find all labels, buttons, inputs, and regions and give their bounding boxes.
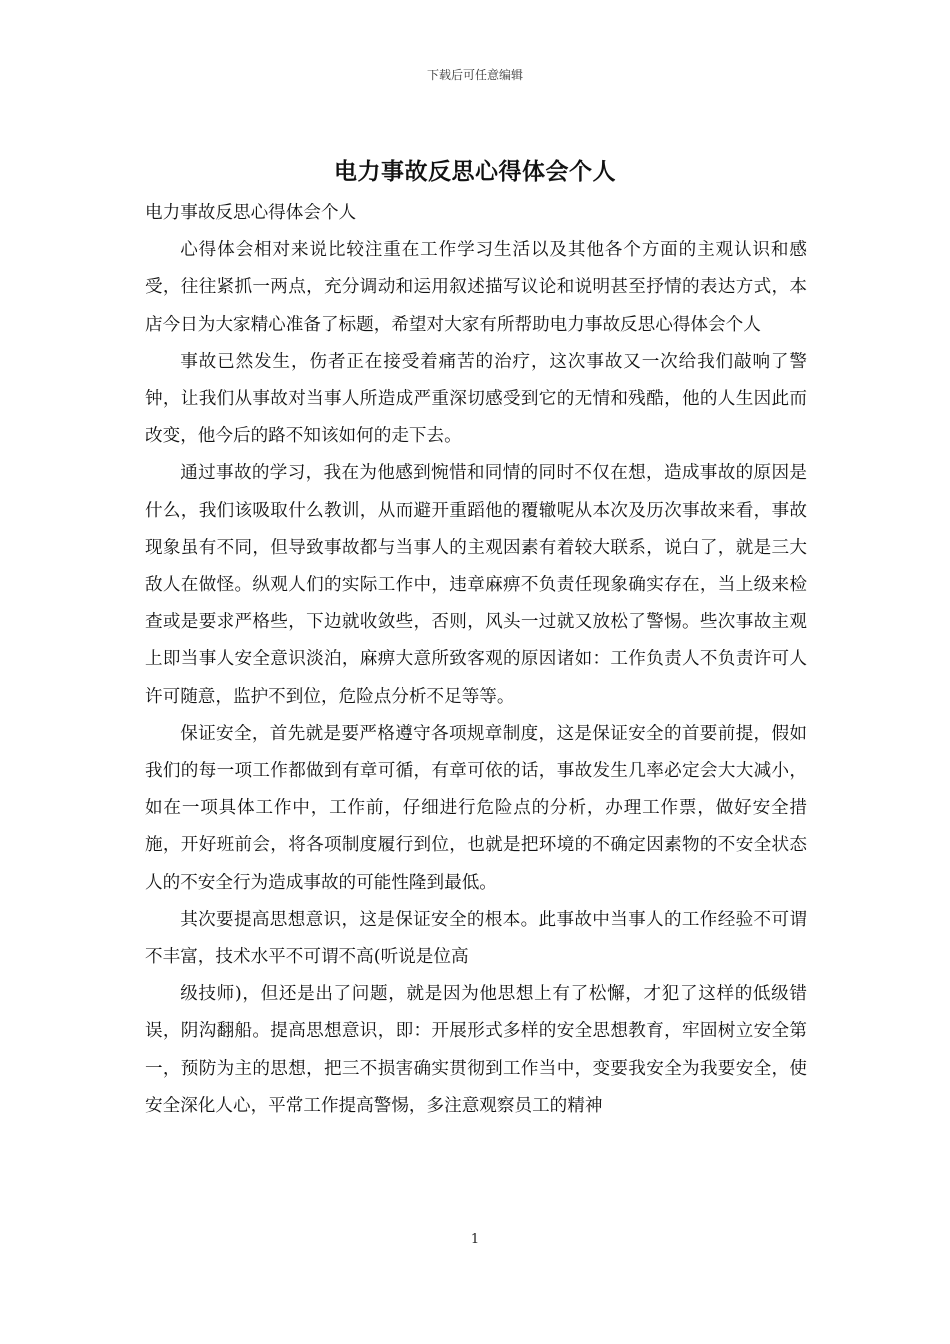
paragraph-accident: 事故已然发生，伤者正在接受着痛苦的治疗，这次事故又一次给我们敲响了警钟，让我们从事故对当事人所造成严重深切感受到它的无情和残酷，他的人生因此而改变，他今后的路不知该如何的走下去。 [145, 351, 807, 447]
document-subtitle: 电力事故反思心得体会个人 [145, 203, 357, 223]
paragraph-causes: 通过事故的学习，我在为他感到惋惜和同情的同时不仅在想，造成事故的原因是什么，我们该吸取什么教训，从而避开重蹈他的覆辙呢从本次及历次事故来看，事故现象虽有不同，但导致事故都与当事人的主观因素有着较大联系，说白了，就是三大敌人在做怪。纵观人们的实际工作中，违章麻痹不负责任现象确实存在，当上级来检查或是要求严格些，下边就收敛些，否则，风头一过就又放松了警惕。些次事故主观上即当事人安全意识淡泊，麻痹大意所致客观的原因诸如：工作负责人不负责许可人许可随意，监护不到位，危险点分析不足等等。 [145, 463, 807, 707]
download-note-header: 下载后可任意编辑 [426, 68, 523, 82]
document-body [145, 195, 807, 1125]
paragraph-awareness: 其次要提高思想意识，这是保证安全的根本。此事故中当事人的工作经验不可谓不丰富，技术水平不可谓不高(听说是位高 [145, 909, 807, 968]
paragraph-awareness-continued: 级技师)，但还是出了问题，就是因为他思想上有了松懈，才犯了这样的低级错误，阴沟翻船。提高思想意识，即：开展形式多样的安全思想教育，牢固树立安全第一，预防为主的思想，把三不损害确实贯彻到工作当中，变要我安全为我要安全，使安全深化人心，平常工作提高警惕，多注意观察员工的精神 [145, 984, 807, 1116]
paragraph-intro: 心得体会相对来说比较注重在工作学习生活以及其他各个方面的主观认识和感受，往往紧抓一两点，充分调动和运用叙述描写议论和说明甚至抒情的表达方式，本店今日为大家精心准备了标题，希望对大家有所帮助电力事故反思心得体会个人 [145, 240, 807, 335]
page-number: 1 [470, 1232, 480, 1247]
paragraph-rules: 保证安全，首先就是要严格遵守各项规章制度，这是保证安全的首要前提，假如我们的每一项工作都做到有章可循，有章可依的话，事故发生几率必定会大大减小，如在一项具体工作中，工作前，仔细进行危险点的分析，办理工作票，做好安全措施，开好班前会，将各项制度履行到位，也就是把环境的不确定因素物的不安全状态人的不安全行为造成事故的可能性隆到最低。 [145, 723, 807, 893]
document-title: 电力事故反思心得体会个人 [334, 159, 616, 185]
